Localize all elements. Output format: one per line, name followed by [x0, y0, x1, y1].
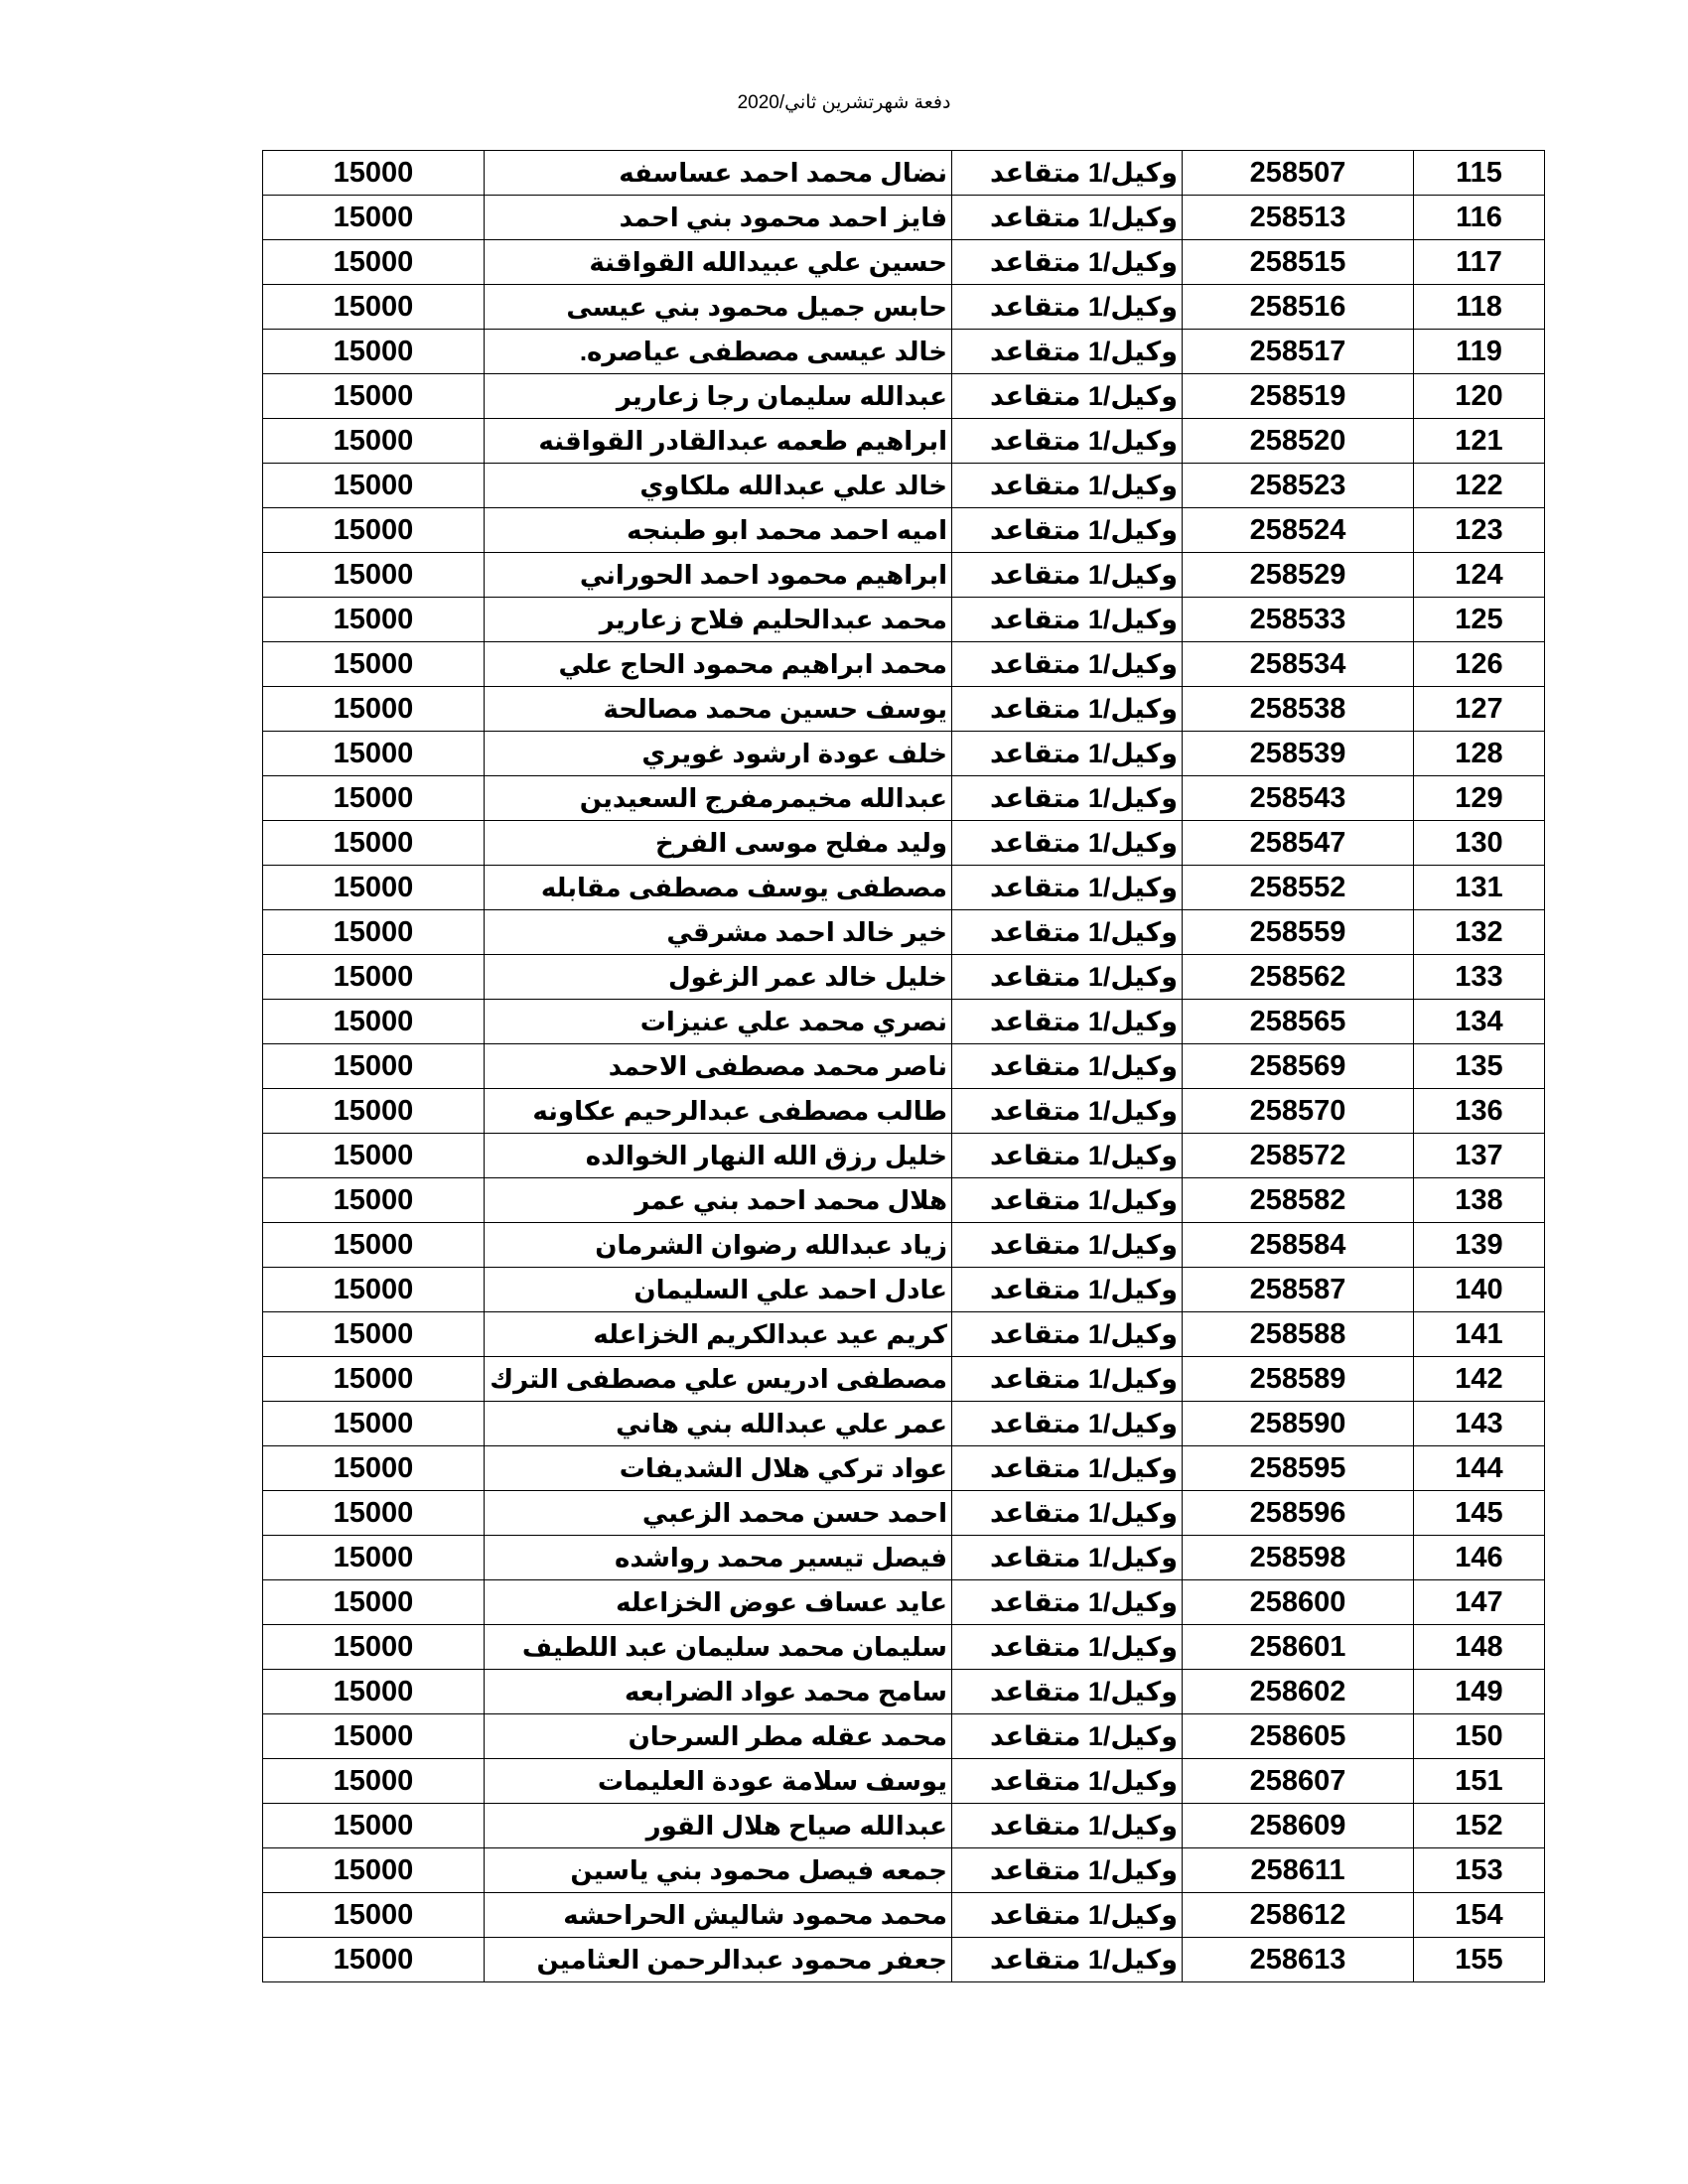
id-number-cell: 258612 [1183, 1893, 1414, 1938]
full-name-cell: اميه احمد محمد ابو طبنجه [485, 508, 952, 553]
id-number-cell: 258516 [1183, 285, 1414, 330]
id-number-cell: 258595 [1183, 1446, 1414, 1491]
row-number-cell: 136 [1414, 1089, 1545, 1134]
full-name-cell: محمد عبدالحليم فلاح زعارير [485, 598, 952, 642]
row-number-cell: 120 [1414, 374, 1545, 419]
amount-cell: 15000 [263, 374, 485, 419]
table-row [263, 330, 1545, 374]
amount-cell: 15000 [263, 1625, 485, 1670]
row-number-cell: 154 [1414, 1893, 1545, 1938]
id-number-cell: 258570 [1183, 1089, 1414, 1134]
table-row [263, 1402, 1545, 1446]
full-name-cell: ناصر محمد مصطفى الاحمد [485, 1044, 952, 1089]
row-number-cell: 146 [1414, 1536, 1545, 1580]
rank-cell: وكيل/1 متقاعد [952, 419, 1183, 464]
table-row [263, 1223, 1545, 1268]
page-title: دفعة شهرتشرين ثاني/2020 [737, 92, 951, 113]
full-name-cell: ابراهيم محمود احمد الحوراني [485, 553, 952, 598]
row-number-cell: 143 [1414, 1402, 1545, 1446]
full-name-cell: زياد عبدالله رضوان الشرمان [485, 1223, 952, 1268]
row-number-cell: 152 [1414, 1804, 1545, 1848]
rank-cell: وكيل/1 متقاعد [952, 1312, 1183, 1357]
rank-cell: وكيل/1 متقاعد [952, 1134, 1183, 1178]
full-name-cell: عبدالله سليمان رجا زعارير [485, 374, 952, 419]
rank-cell: وكيل/1 متقاعد [952, 1759, 1183, 1804]
rank-cell: وكيل/1 متقاعد [952, 1670, 1183, 1714]
amount-cell: 15000 [263, 1938, 485, 1982]
rank-cell: وكيل/1 متقاعد [952, 866, 1183, 910]
table-row [263, 1357, 1545, 1402]
amount-cell: 15000 [263, 1848, 485, 1893]
table-row [263, 1625, 1545, 1670]
full-name-cell: عبدالله صياح هلال القور [485, 1804, 952, 1848]
full-name-cell: يوسف سلامة عودة العليمات [485, 1759, 952, 1804]
full-name-cell: عمر علي عبدالله بني هاني [485, 1402, 952, 1446]
full-name-cell: عبدالله مخيمرمفرج السعيدين [485, 776, 952, 821]
table-row [263, 1089, 1545, 1134]
id-number-cell: 258552 [1183, 866, 1414, 910]
id-number-cell: 258601 [1183, 1625, 1414, 1670]
table-row [263, 553, 1545, 598]
row-number-cell: 139 [1414, 1223, 1545, 1268]
table-row [263, 1938, 1545, 1982]
full-name-cell: وليد مفلح موسى الفرخ [485, 821, 952, 866]
amount-cell: 15000 [263, 1044, 485, 1089]
rank-cell: وكيل/1 متقاعد [952, 1268, 1183, 1312]
id-number-cell: 258605 [1183, 1714, 1414, 1759]
table-row [263, 1893, 1545, 1938]
full-name-cell: مصطفى يوسف مصطفى مقابله [485, 866, 952, 910]
id-number-cell: 258507 [1183, 151, 1414, 196]
full-name-cell: نضال محمد احمد عساسفه [485, 151, 952, 196]
id-number-cell: 258523 [1183, 464, 1414, 508]
full-name-cell: خالد عيسى مصطفى عياصره. [485, 330, 952, 374]
amount-cell: 15000 [263, 419, 485, 464]
amount-cell: 15000 [263, 508, 485, 553]
id-number-cell: 258572 [1183, 1134, 1414, 1178]
rank-cell: وكيل/1 متقاعد [952, 240, 1183, 285]
row-number-cell: 140 [1414, 1268, 1545, 1312]
amount-cell: 15000 [263, 1491, 485, 1536]
full-name-cell: خالد علي عبدالله ملكاوي [485, 464, 952, 508]
row-number-cell: 121 [1414, 419, 1545, 464]
id-number-cell: 258534 [1183, 642, 1414, 687]
payment-table-body [263, 151, 1545, 1982]
table-row [263, 1268, 1545, 1312]
full-name-cell: حابس جميل محمود بني عيسى [485, 285, 952, 330]
rank-cell: وكيل/1 متقاعد [952, 508, 1183, 553]
rank-cell: وكيل/1 متقاعد [952, 732, 1183, 776]
id-number-cell: 258600 [1183, 1580, 1414, 1625]
rank-cell: وكيل/1 متقاعد [952, 687, 1183, 732]
table-row [263, 955, 1545, 1000]
table-row [263, 1312, 1545, 1357]
id-number-cell: 258529 [1183, 553, 1414, 598]
rank-cell: وكيل/1 متقاعد [952, 1178, 1183, 1223]
full-name-cell: عادل احمد علي السليمان [485, 1268, 952, 1312]
row-number-cell: 149 [1414, 1670, 1545, 1714]
rank-cell: وكيل/1 متقاعد [952, 285, 1183, 330]
table-row [263, 1714, 1545, 1759]
id-number-cell: 258565 [1183, 1000, 1414, 1044]
id-number-cell: 258589 [1183, 1357, 1414, 1402]
amount-cell: 15000 [263, 151, 485, 196]
full-name-cell: فايز احمد محمود بني احمد [485, 196, 952, 240]
full-name-cell: كريم عيد عبدالكريم الخزاعله [485, 1312, 952, 1357]
id-number-cell: 258569 [1183, 1044, 1414, 1089]
row-number-cell: 123 [1414, 508, 1545, 553]
id-number-cell: 258515 [1183, 240, 1414, 285]
id-number-cell: 258609 [1183, 1804, 1414, 1848]
row-number-cell: 122 [1414, 464, 1545, 508]
amount-cell: 15000 [263, 464, 485, 508]
row-number-cell: 150 [1414, 1714, 1545, 1759]
id-number-cell: 258584 [1183, 1223, 1414, 1268]
table-row [263, 508, 1545, 553]
row-number-cell: 118 [1414, 285, 1545, 330]
rank-cell: وكيل/1 متقاعد [952, 1000, 1183, 1044]
full-name-cell: هلال محمد احمد بني عمر [485, 1178, 952, 1223]
id-number-cell: 258543 [1183, 776, 1414, 821]
amount-cell: 15000 [263, 821, 485, 866]
amount-cell: 15000 [263, 910, 485, 955]
id-number-cell: 258533 [1183, 598, 1414, 642]
table-row [263, 464, 1545, 508]
table-row [263, 285, 1545, 330]
rank-cell: وكيل/1 متقاعد [952, 1848, 1183, 1893]
amount-cell: 15000 [263, 1759, 485, 1804]
full-name-cell: خليل رزق الله النهار الخوالده [485, 1134, 952, 1178]
amount-cell: 15000 [263, 285, 485, 330]
amount-cell: 15000 [263, 642, 485, 687]
full-name-cell: مصطفى ادريس علي مصطفى الترك [485, 1357, 952, 1402]
full-name-cell: ابراهيم طعمه عبدالقادر القواقنه [485, 419, 952, 464]
row-number-cell: 142 [1414, 1357, 1545, 1402]
rank-cell: وكيل/1 متقاعد [952, 151, 1183, 196]
table-row [263, 1044, 1545, 1089]
table-row [263, 1446, 1545, 1491]
full-name-cell: نصري محمد علي عنيزات [485, 1000, 952, 1044]
rank-cell: وكيل/1 متقاعد [952, 1580, 1183, 1625]
rank-cell: وكيل/1 متقاعد [952, 374, 1183, 419]
rank-cell: وكيل/1 متقاعد [952, 1714, 1183, 1759]
table-row [263, 1670, 1545, 1714]
full-name-cell: محمد ابراهيم محمود الحاج علي [485, 642, 952, 687]
row-number-cell: 153 [1414, 1848, 1545, 1893]
amount-cell: 15000 [263, 776, 485, 821]
id-number-cell: 258559 [1183, 910, 1414, 955]
table-row [263, 732, 1545, 776]
rank-cell: وكيل/1 متقاعد [952, 1625, 1183, 1670]
full-name-cell: محمد عقله مطر السرحان [485, 1714, 952, 1759]
rank-cell: وكيل/1 متقاعد [952, 196, 1183, 240]
id-number-cell: 258538 [1183, 687, 1414, 732]
amount-cell: 15000 [263, 1178, 485, 1223]
id-number-cell: 258607 [1183, 1759, 1414, 1804]
id-number-cell: 258517 [1183, 330, 1414, 374]
rank-cell: وكيل/1 متقاعد [952, 464, 1183, 508]
rank-cell: وكيل/1 متقاعد [952, 1893, 1183, 1938]
amount-cell: 15000 [263, 732, 485, 776]
rank-cell: وكيل/1 متقاعد [952, 1804, 1183, 1848]
row-number-cell: 134 [1414, 1000, 1545, 1044]
full-name-cell: جعفر محمود عبدالرحمن العثامين [485, 1938, 952, 1982]
id-number-cell: 258587 [1183, 1268, 1414, 1312]
rank-cell: وكيل/1 متقاعد [952, 330, 1183, 374]
full-name-cell: خليل خالد عمر الزغول [485, 955, 952, 1000]
amount-cell: 15000 [263, 955, 485, 1000]
table-row [263, 1804, 1545, 1848]
full-name-cell: جمعه فيصل محمود بني ياسين [485, 1848, 952, 1893]
id-number-cell: 258613 [1183, 1938, 1414, 1982]
row-number-cell: 132 [1414, 910, 1545, 955]
full-name-cell: يوسف حسين محمد مصالحة [485, 687, 952, 732]
row-number-cell: 130 [1414, 821, 1545, 866]
row-number-cell: 116 [1414, 196, 1545, 240]
id-number-cell: 258520 [1183, 419, 1414, 464]
table-row [263, 910, 1545, 955]
payment-table [262, 150, 1545, 1982]
amount-cell: 15000 [263, 1312, 485, 1357]
rank-cell: وكيل/1 متقاعد [952, 1402, 1183, 1446]
amount-cell: 15000 [263, 687, 485, 732]
row-number-cell: 124 [1414, 553, 1545, 598]
row-number-cell: 138 [1414, 1178, 1545, 1223]
amount-cell: 15000 [263, 1089, 485, 1134]
rank-cell: وكيل/1 متقاعد [952, 1089, 1183, 1134]
row-number-cell: 151 [1414, 1759, 1545, 1804]
amount-cell: 15000 [263, 1357, 485, 1402]
table-row [263, 776, 1545, 821]
table-row [263, 1134, 1545, 1178]
rank-cell: وكيل/1 متقاعد [952, 553, 1183, 598]
rank-cell: وكيل/1 متقاعد [952, 821, 1183, 866]
table-row [263, 1580, 1545, 1625]
row-number-cell: 133 [1414, 955, 1545, 1000]
table-row [263, 1491, 1545, 1536]
id-number-cell: 258588 [1183, 1312, 1414, 1357]
amount-cell: 15000 [263, 1580, 485, 1625]
row-number-cell: 125 [1414, 598, 1545, 642]
amount-cell: 15000 [263, 1670, 485, 1714]
rank-cell: وكيل/1 متقاعد [952, 1357, 1183, 1402]
id-number-cell: 258590 [1183, 1402, 1414, 1446]
id-number-cell: 258598 [1183, 1536, 1414, 1580]
table-row [263, 1759, 1545, 1804]
rank-cell: وكيل/1 متقاعد [952, 1223, 1183, 1268]
full-name-cell: طالب مصطفى عبدالرحيم عكاونه [485, 1089, 952, 1134]
table-row [263, 642, 1545, 687]
full-name-cell: حسين علي عبيدالله القواقنة [485, 240, 952, 285]
id-number-cell: 258582 [1183, 1178, 1414, 1223]
full-name-cell: محمد محمود شاليش الحراحشه [485, 1893, 952, 1938]
amount-cell: 15000 [263, 1134, 485, 1178]
amount-cell: 15000 [263, 598, 485, 642]
full-name-cell: خير خالد احمد مشرقي [485, 910, 952, 955]
row-number-cell: 131 [1414, 866, 1545, 910]
row-number-cell: 129 [1414, 776, 1545, 821]
amount-cell: 15000 [263, 1268, 485, 1312]
full-name-cell: فيصل تيسير محمد رواشده [485, 1536, 952, 1580]
row-number-cell: 148 [1414, 1625, 1545, 1670]
table-row [263, 240, 1545, 285]
amount-cell: 15000 [263, 330, 485, 374]
id-number-cell: 258611 [1183, 1848, 1414, 1893]
row-number-cell: 137 [1414, 1134, 1545, 1178]
table-row [263, 598, 1545, 642]
full-name-cell: احمد حسن محمد الزعبي [485, 1491, 952, 1536]
amount-cell: 15000 [263, 1223, 485, 1268]
rank-cell: وكيل/1 متقاعد [952, 1044, 1183, 1089]
table-row [263, 196, 1545, 240]
rank-cell: وكيل/1 متقاعد [952, 1446, 1183, 1491]
rank-cell: وكيل/1 متقاعد [952, 910, 1183, 955]
row-number-cell: 141 [1414, 1312, 1545, 1357]
id-number-cell: 258539 [1183, 732, 1414, 776]
amount-cell: 15000 [263, 1893, 485, 1938]
rank-cell: وكيل/1 متقاعد [952, 598, 1183, 642]
row-number-cell: 135 [1414, 1044, 1545, 1089]
row-number-cell: 145 [1414, 1491, 1545, 1536]
table-row [263, 1848, 1545, 1893]
full-name-cell: سامح محمد عواد الضرابعه [485, 1670, 952, 1714]
table-row [263, 866, 1545, 910]
amount-cell: 15000 [263, 1714, 485, 1759]
id-number-cell: 258524 [1183, 508, 1414, 553]
amount-cell: 15000 [263, 553, 485, 598]
row-number-cell: 147 [1414, 1580, 1545, 1625]
full-name-cell: سليمان محمد سليمان عبد اللطيف [485, 1625, 952, 1670]
rank-cell: وكيل/1 متقاعد [952, 1938, 1183, 1982]
id-number-cell: 258519 [1183, 374, 1414, 419]
id-number-cell: 258602 [1183, 1670, 1414, 1714]
row-number-cell: 128 [1414, 732, 1545, 776]
amount-cell: 15000 [263, 1402, 485, 1446]
row-number-cell: 144 [1414, 1446, 1545, 1491]
row-number-cell: 126 [1414, 642, 1545, 687]
rank-cell: وكيل/1 متقاعد [952, 1536, 1183, 1580]
id-number-cell: 258596 [1183, 1491, 1414, 1536]
row-number-cell: 119 [1414, 330, 1545, 374]
full-name-cell: عواد تركي هلال الشديفات [485, 1446, 952, 1491]
amount-cell: 15000 [263, 1446, 485, 1491]
amount-cell: 15000 [263, 240, 485, 285]
row-number-cell: 115 [1414, 151, 1545, 196]
amount-cell: 15000 [263, 866, 485, 910]
amount-cell: 15000 [263, 1000, 485, 1044]
table-row [263, 687, 1545, 732]
rank-cell: وكيل/1 متقاعد [952, 642, 1183, 687]
id-number-cell: 258513 [1183, 196, 1414, 240]
id-number-cell: 258547 [1183, 821, 1414, 866]
full-name-cell: خلف عودة ارشود غويري [485, 732, 952, 776]
row-number-cell: 117 [1414, 240, 1545, 285]
table-row [263, 1178, 1545, 1223]
table-row [263, 374, 1545, 419]
row-number-cell: 155 [1414, 1938, 1545, 1982]
table-row [263, 821, 1545, 866]
full-name-cell: عايد عساف عوض الخزاعله [485, 1580, 952, 1625]
amount-cell: 15000 [263, 1804, 485, 1848]
rank-cell: وكيل/1 متقاعد [952, 776, 1183, 821]
table-row [263, 1000, 1545, 1044]
row-number-cell: 127 [1414, 687, 1545, 732]
table-row [263, 151, 1545, 196]
amount-cell: 15000 [263, 1536, 485, 1580]
amount-cell: 15000 [263, 196, 485, 240]
rank-cell: وكيل/1 متقاعد [952, 955, 1183, 1000]
rank-cell: وكيل/1 متقاعد [952, 1491, 1183, 1536]
table-row [263, 419, 1545, 464]
table-row [263, 1536, 1545, 1580]
id-number-cell: 258562 [1183, 955, 1414, 1000]
